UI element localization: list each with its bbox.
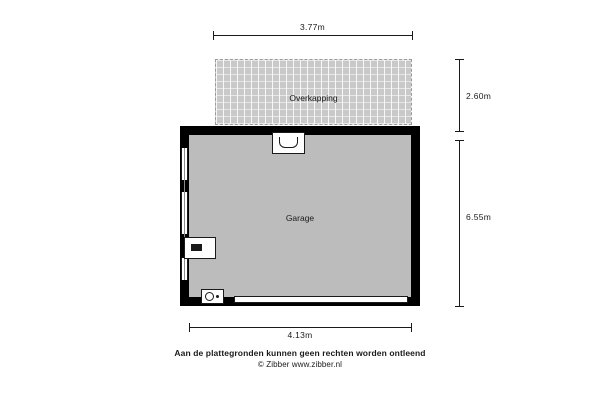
dimension-line-bottom <box>189 327 411 328</box>
wall-right <box>411 126 420 306</box>
toilet-tank-icon <box>216 295 219 298</box>
footer-copyright: © Zibber www.zibber.nl <box>257 360 343 369</box>
room-garage-label: Garage <box>285 213 315 223</box>
meter-box-icon <box>191 244 202 251</box>
dimension-tick-right-bottom-lower <box>455 306 464 307</box>
dimension-line-right-top <box>459 59 460 131</box>
dimension-tick-top-right <box>412 31 413 40</box>
footer-disclaimer: Aan de plattegronden kunnen geen rechten worden ontleend <box>174 348 426 358</box>
dimension-label-top: 3.77m <box>299 22 326 32</box>
window-left-mullion <box>184 148 185 280</box>
room-overkapping <box>215 59 412 125</box>
dimension-label-right-top: 2.60m <box>466 91 492 101</box>
dimension-tick-right-top-upper <box>455 59 464 60</box>
room-overkapping-label: Overkapping <box>289 93 338 103</box>
toilet-bowl-icon <box>205 292 214 301</box>
garage-door <box>234 296 408 303</box>
dimension-tick-right-bottom-upper <box>455 140 464 141</box>
dimension-tick-top-left <box>213 31 214 40</box>
dimension-tick-right-top-lower <box>455 131 464 132</box>
sink-basin-icon <box>279 137 298 148</box>
dimension-tick-bottom-right <box>411 323 412 332</box>
dimension-label-bottom: 4.13m <box>287 330 313 340</box>
dimension-label-right-bottom: 6.55m <box>466 212 492 222</box>
dimension-line-top <box>213 35 412 36</box>
dimension-line-right-bottom <box>459 140 460 306</box>
